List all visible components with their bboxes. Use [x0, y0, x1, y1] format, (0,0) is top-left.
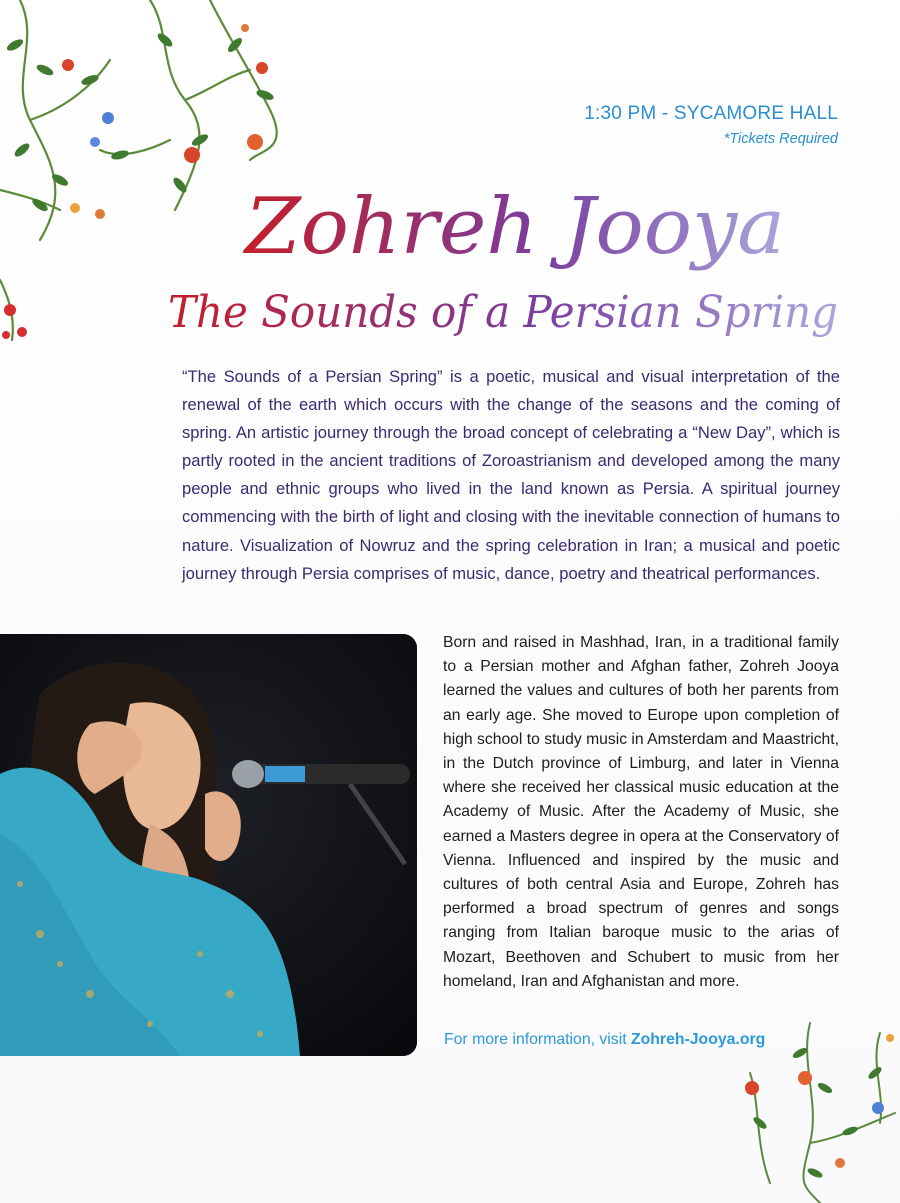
website-link[interactable]: Zohreh-Jooya.org [630, 1031, 766, 1048]
event-time-location: 1:30 PM - SYCAMORE HALL [584, 103, 838, 124]
intro-paragraph: “The Sounds of a Persian Spring” is a poetic, musical and visual interpretation of the renewal of the earth which occurs with the change of the seasons and the coming of spring. An artistic journey through the broad concept of celebrating a “New Day”, which is partly rooted in the ancient traditions of Zoroastrianism and developed among the many people and ethnic groups who lived in the land known as Persia. A spiritual journey commencing with the birth of light and closing with the inevitable connection of humans to nature. Visualization of Nowruz and the spring celebration in Iran; a musical and poetic journey through Persia comprises of music, dance, poetry and theatrical performances. [182, 367, 840, 583]
performer-name: Zohreh Jooya [241, 182, 785, 272]
more-info-prefix: For more information, visit [444, 1031, 631, 1048]
biography-paragraph: Born and raised in Mashhad, Iran, in a traditional family to a Persian mother and Afghan father, Zohreh Jooya learned the values and cultures of both her parents from an early age. She moved to Europe upon completion of high school to study music in Amsterdam and Maastricht, in the Dutch province of Limburg, and later in Vienna where she received her classical music education at the Academy of Music. After the Academy of Music, she earned a Masters degree in opera at the Conservatory of Vienna. Influenced and inspired by the music and cultures of both central Asia and Europe, Zohreh has performed a broad spectrum of genres and songs ranging from Italian baroque music to the arias of Mozart, Beethoven and Schubert to music from her homeland, Iran and Afghanistan and more. [443, 634, 839, 990]
performer-photo [0, 634, 417, 1056]
event-title [150, 165, 850, 360]
more-info-line [444, 1031, 765, 1049]
performance-subtitle: The Sounds of a Persian Spring [168, 287, 838, 338]
tickets-note: *Tickets Required [723, 131, 838, 147]
